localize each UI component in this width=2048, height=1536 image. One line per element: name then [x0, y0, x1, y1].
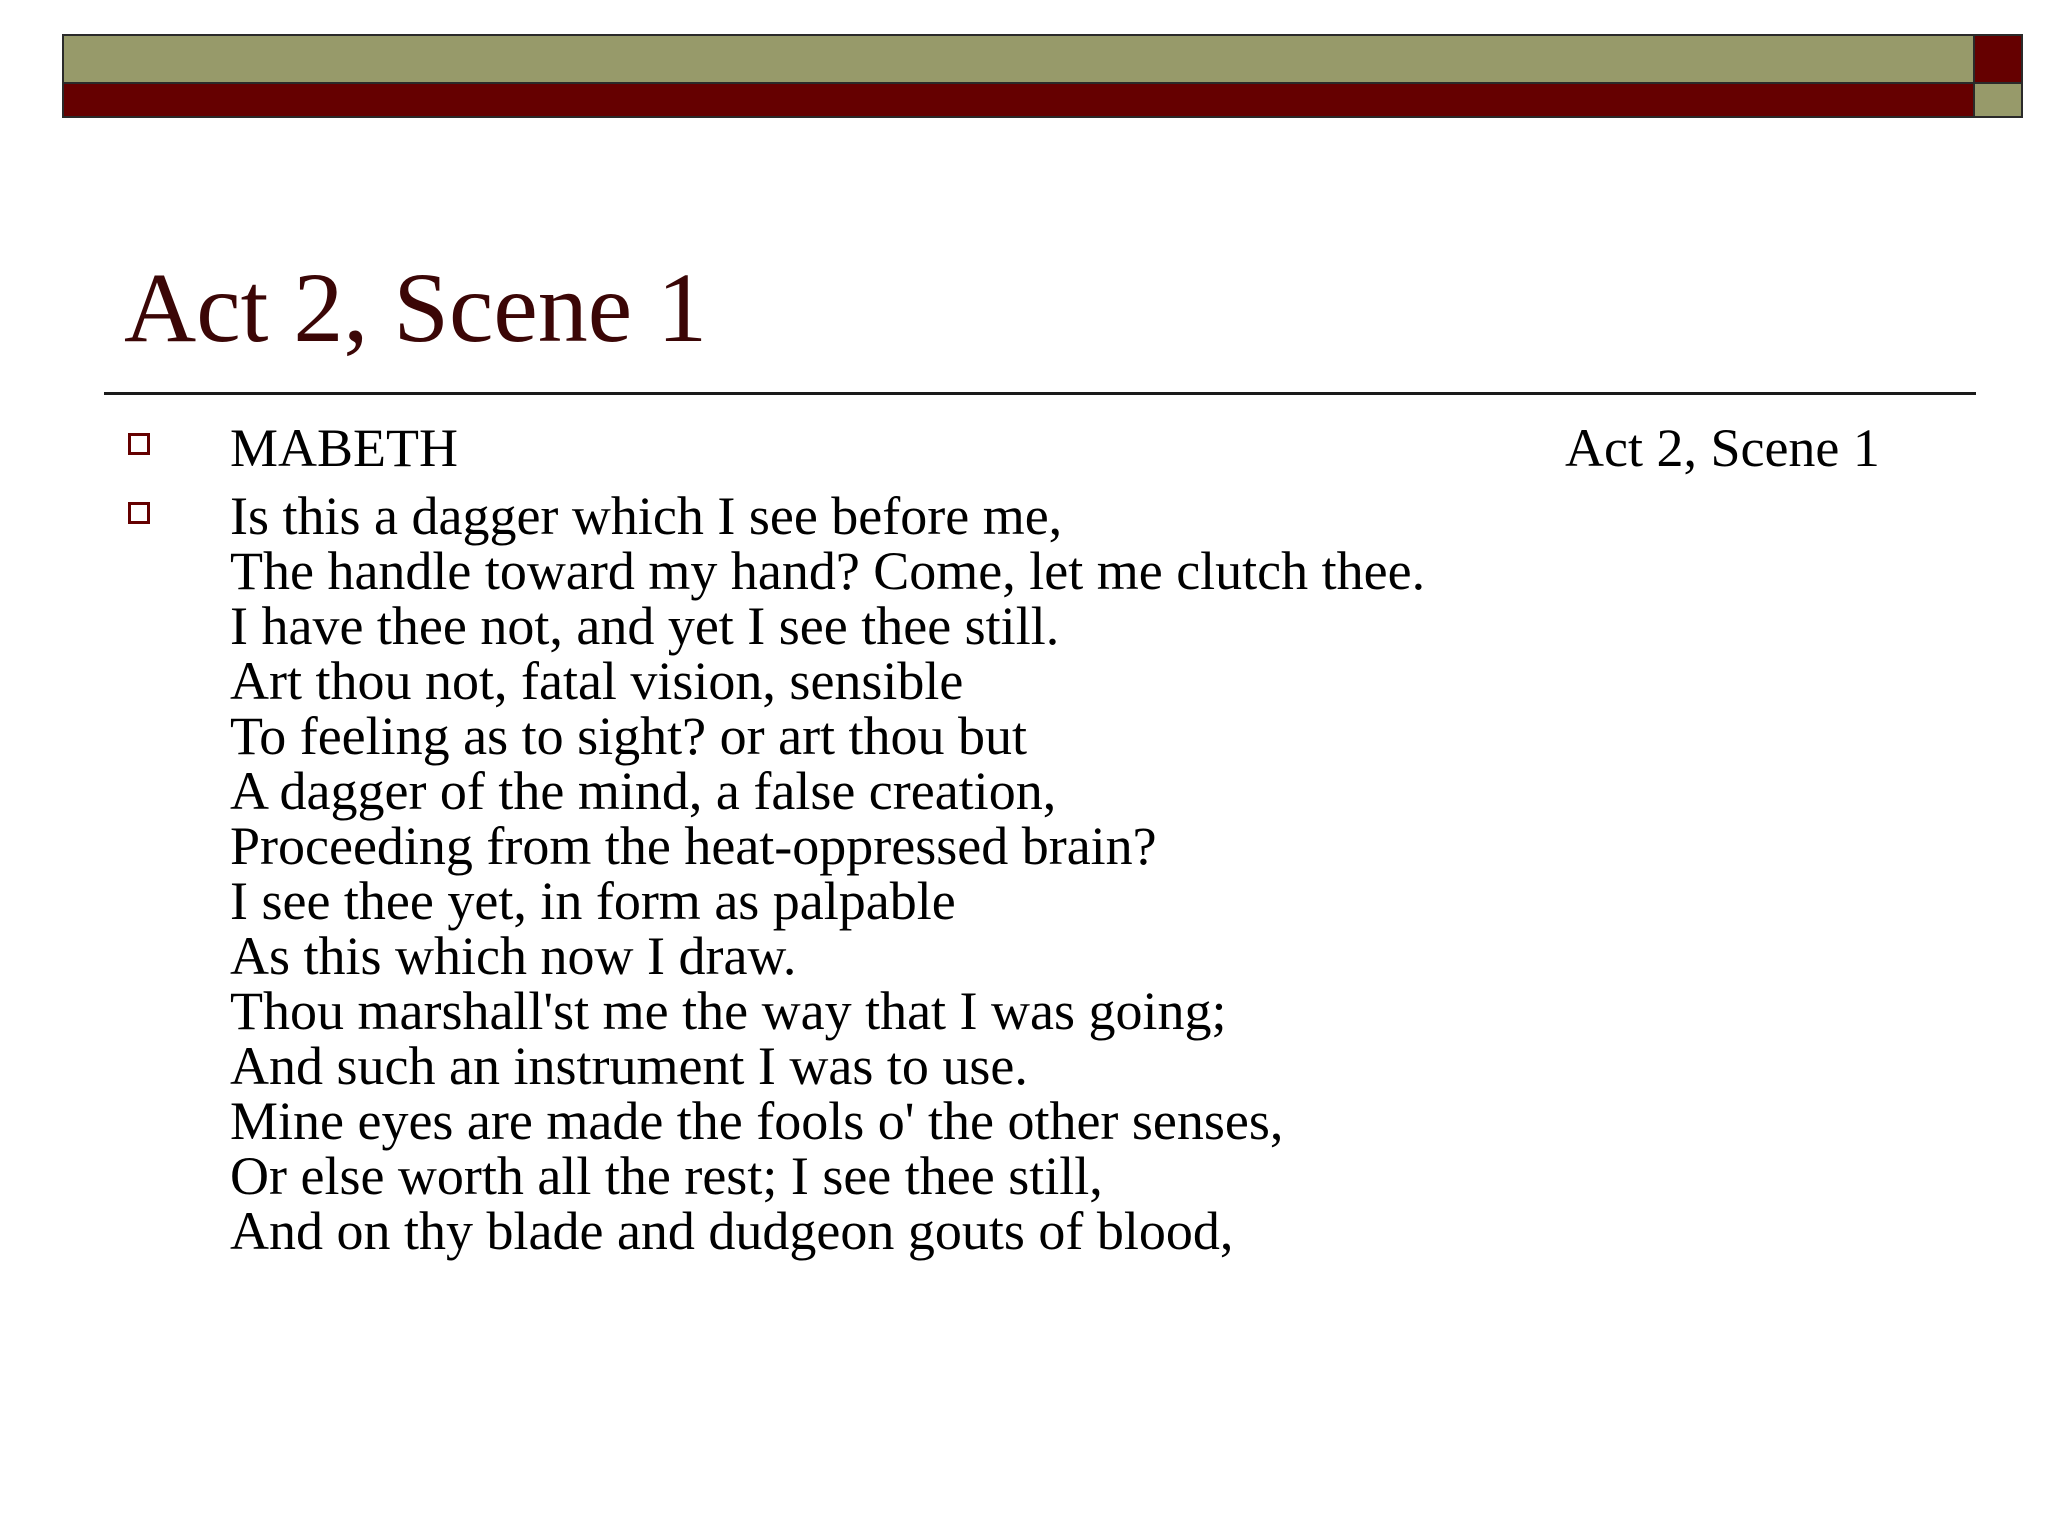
verse-line: Art thou not, fatal vision, sensible: [230, 651, 964, 711]
header-corner-olive-block: [1975, 84, 2023, 118]
verse-line: I see thee yet, in form as palpable: [230, 871, 956, 931]
verse-line: Or else worth all the rest; I see thee still,: [230, 1146, 1103, 1206]
hollow-square-bullet-icon: [128, 502, 150, 524]
verse-line: And such an instrument I was to use.: [230, 1036, 1028, 1096]
header-band-maroon: [62, 84, 1975, 118]
title-divider: [104, 392, 1976, 395]
verse-block: [230, 486, 1426, 1261]
scene-reference: Act 2, Scene 1: [1565, 418, 1880, 478]
verse-line: A dagger of the mind, a false creation,: [230, 761, 1057, 821]
verse-line: Proceeding from the heat-oppressed brain?: [230, 816, 1157, 876]
speaker-name: MABETH: [230, 418, 458, 478]
header-corner-maroon-block: [1975, 34, 2023, 84]
hollow-square-bullet-icon: [128, 433, 150, 455]
verse-line: As this which now I draw.: [230, 926, 797, 986]
verse-line: And on thy blade and dudgeon gouts of blood,: [230, 1201, 1234, 1261]
slide-title: Act 2, Scene 1: [124, 252, 708, 363]
header-band-olive: [62, 34, 1975, 84]
verse-line: The handle toward my hand? Come, let me clutch thee.: [230, 541, 1426, 601]
verse-line: Is this a dagger which I see before me,: [230, 486, 1063, 546]
verse-line: Mine eyes are made the fools o' the other senses,: [230, 1091, 1284, 1151]
verse-line: Thou marshall'st me the way that I was going;: [230, 981, 1227, 1041]
verse-line: To feeling as to sight? or art thou but: [230, 706, 1028, 766]
verse-line: I have thee not, and yet I see thee still.: [230, 596, 1060, 656]
